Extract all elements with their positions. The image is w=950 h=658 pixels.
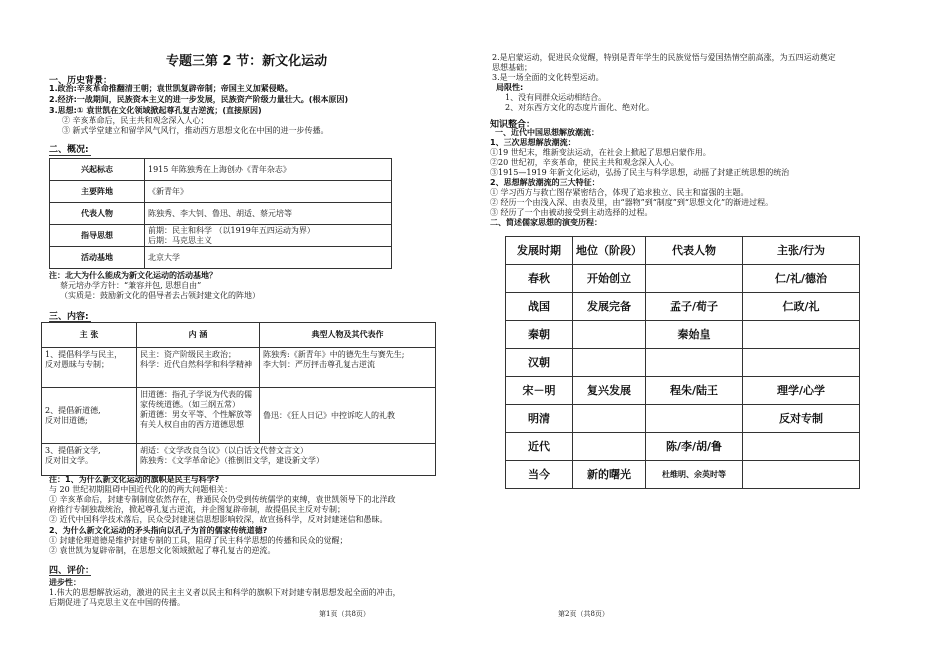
evolution-header: 主张/行为: [743, 237, 860, 265]
overview-value: [145, 225, 392, 247]
limit-line: 2、对东西方文化的态度片面化、绝对化。: [505, 103, 655, 112]
table-row: [506, 237, 860, 265]
evolution-cell: 战国: [506, 293, 573, 321]
knowledge-line: ③ 经历了一个由被动接受到主动选择的过程。: [490, 208, 653, 217]
note-line: （实质是：鼓励新文化的倡导者去占领封建文化的阵地）: [60, 291, 260, 300]
meaning-line: 科学：近代自然科学和科学精神: [140, 360, 252, 369]
evolution-cell: 孟子/荀子: [646, 293, 743, 321]
claim-line: 1、提倡科学与民主，: [45, 350, 123, 359]
bg-politics: 1.政治:辛亥革命推翻清王朝；袁世凯复辟帝制；帝国主义加紧侵略。: [49, 84, 293, 93]
claim-line: 反对愚昧与专制；: [45, 360, 109, 369]
table-row: [50, 225, 392, 247]
claim-cell: [42, 444, 137, 476]
page-footer: 第1页（共8页）: [319, 610, 370, 618]
bg-thought-3: ③ 新式学堂建立和留学风气风行，推动西方思想文化在中国的进一步传播。: [62, 126, 329, 135]
answer-line: ① 封建伦理道德是维护封建专制的工具，阻碍了民主科学思想的传播和民众的觉醒；: [49, 536, 348, 545]
overview-table: [49, 158, 392, 269]
note-question: 注：北大为什么能成为新文化运动的活动基地？: [49, 271, 217, 280]
page-title: 专题三第 2 节：新文化运动: [166, 54, 328, 69]
evolution-cell: 复兴发展: [573, 377, 646, 405]
knowledge-heading: 知识整合：: [490, 120, 536, 130]
question-2: 2、为什么新文化运动的矛头指向以孔子为首的儒家传统道德?: [49, 526, 268, 535]
table-row: [50, 159, 392, 181]
evolution-cell: 发展完备: [573, 293, 646, 321]
table-row: [42, 348, 436, 388]
evolution-cell: [646, 265, 743, 293]
overview-label: 代表人物: [50, 203, 145, 225]
claim-line: 反对旧文学。: [45, 456, 93, 465]
section-background-heading: 一、历史背景：: [49, 76, 113, 86]
content-table: [41, 322, 436, 476]
overview-label: 活动基地: [50, 247, 145, 269]
knowledge-sub-heading: 2、思想解放潮流的三大特征：: [490, 178, 600, 187]
evolution-cell: 秦始皇: [646, 321, 743, 349]
section-evaluation-heading: 四、评价：: [49, 566, 95, 576]
overview-value: 北京大学: [145, 247, 392, 269]
knowledge-sub-heading: 1、三次思想解放潮流：: [490, 138, 576, 147]
evolution-cell: 程朱/陆王: [646, 377, 743, 405]
evolution-cell: 反对专制: [743, 405, 860, 433]
table-row: [506, 349, 860, 377]
answer-line: ② 近代中国科学技术落后，民众受封建迷信思想影响较深，故宣扬科学，反对封建迷信和愚昧。: [49, 515, 388, 524]
evolution-cell: [573, 349, 646, 377]
table-row: [50, 247, 392, 269]
bg-economy: 2.经济:一战期间，民族资本主义的进一步发展，民族资产阶级力量壮大。(根本原因): [49, 95, 349, 104]
meaning-line: 陈独秀：《文学革命论》（推倒旧文学，建设新文学）: [140, 456, 324, 465]
content-header: 主 张: [42, 323, 137, 348]
table-row: [506, 293, 860, 321]
claim-cell: [42, 388, 137, 444]
evolution-header: 代表人物: [646, 237, 743, 265]
content-header: 内 涵: [137, 323, 260, 348]
table-row: [50, 181, 392, 203]
table-row: [506, 433, 860, 461]
meaning-line: 民主：资产阶级民主政治；: [140, 350, 236, 359]
section-overview-heading: 二、概况:: [49, 145, 89, 155]
claim-line: 2、提倡新道德,: [45, 405, 101, 415]
meaning-cell: [137, 444, 436, 476]
meaning-line: 有关人权自由的西方道德思想: [140, 420, 244, 429]
knowledge-line: ② 经历一个由浅入深、由表及里，由“器物”到“制度”到“思想文化”的渐进过程。: [490, 198, 774, 207]
evolution-cell: 明清: [506, 405, 573, 433]
page-footer: 第2页（共8页）: [558, 610, 609, 618]
evolution-cell: 宋－明: [506, 377, 573, 405]
meaning-cell: [137, 388, 260, 444]
evolution-cell: 陈/李/胡/鲁: [646, 433, 743, 461]
table-row: [506, 321, 860, 349]
overview-label: 指导思想: [50, 225, 145, 247]
evolution-cell: 新的曙光: [573, 461, 646, 489]
people-cell: [260, 348, 436, 388]
evolution-heading: 二、简述儒家思想的演变历程：: [490, 218, 602, 227]
evolution-cell: [573, 433, 646, 461]
table-row: [50, 203, 392, 225]
evolution-cell: [646, 349, 743, 377]
evaluation-line: 2.是启蒙运动，促进民众觉醒，特别是青年学生的民族觉悟与爱国热情空前高涨，为五四运动奠定: [492, 53, 836, 62]
evolution-cell: 仁政/礼: [743, 293, 860, 321]
evolution-cell: 当今: [506, 461, 573, 489]
bg-thought-2: ② 辛亥革命后，民主共和观念深入人心；: [62, 116, 209, 125]
claim-line: 反对旧道德;: [45, 415, 88, 425]
evaluation-line: 思想基础；: [492, 63, 532, 72]
evolution-table: [505, 236, 860, 489]
answer-line: ① 辛亥革命后，封建专制制度依然存在，普通民众仍受到传统儒学的束缚，袁世凯领导下的北洋政: [49, 495, 396, 504]
evolution-cell: [646, 405, 743, 433]
table-row: [506, 377, 860, 405]
people-line: 鲁迅：《狂人日记》中控诉吃人的礼教: [263, 410, 395, 420]
right-page: [475, 0, 950, 658]
table-row: [42, 444, 436, 476]
claim-line: 3、提倡新文学,: [45, 446, 101, 455]
progress-label: 进步性：: [49, 578, 81, 587]
meaning-line: 胡适：《文学改良刍议》（以白话文代替文言文）: [140, 446, 308, 455]
evolution-cell: [743, 461, 860, 489]
meaning-cell: [137, 348, 260, 388]
evolution-cell: [743, 349, 860, 377]
evolution-cell: [573, 405, 646, 433]
knowledge-line: ①19 世纪末，维新变法运动，在社会上掀起了思想启蒙作用。: [490, 148, 711, 157]
evaluation-line: 1.伟大的思想解放运动，激进的民主主义者以民主和科学的旗帜下对封建专制思想发起全面的冲击，: [49, 588, 401, 597]
evolution-cell: [743, 321, 860, 349]
question-1: 注：1、为什么新文化运动的旗帜是民主与科学?: [49, 475, 220, 484]
table-row: [506, 405, 860, 433]
guiding-early: 前期：民主和科学 （以1919年五四运动为界）: [148, 225, 315, 235]
table-row: [506, 265, 860, 293]
table-row: [506, 461, 860, 489]
overview-value: 1915 年陈独秀在上海创办《青年杂志》: [145, 159, 392, 181]
overview-label: 主要阵地: [50, 181, 145, 203]
note-line: 蔡元培办学方针：“兼容并包, 思想自由”: [60, 281, 202, 290]
guiding-late: 后期：马克思主义: [148, 235, 212, 245]
evolution-cell: 秦朝: [506, 321, 573, 349]
answer-line: ② 袁世凯为复辟帝制，在思想文化领域掀起了尊孔复古的逆流。: [49, 546, 276, 555]
people-line: 李大钊：严厉抨击尊孔复古逆流: [263, 360, 375, 369]
content-header: 典型人物及其代表作: [260, 323, 436, 348]
overview-label: 兴起标志: [50, 159, 145, 181]
knowledge-line: ③1915—1919 年新文化运动，弘扬了民主与科学思想，动摇了封建正统思想的统治: [490, 168, 790, 177]
evolution-header: 地位（阶段）: [573, 237, 646, 265]
limit-label: 局限性:: [496, 83, 524, 92]
overview-value: 陈独秀、李大钊、鲁迅、胡适、蔡元培等: [145, 203, 392, 225]
answer-line: 府推行专制独裁统治，掀起尊孔复古逆流，并企图复辟帝制，故提倡民主反对专制；: [49, 505, 345, 514]
section-content-heading: 三、内容:: [49, 312, 89, 322]
meaning-line: 新道德：男女平等、个性解放等: [140, 410, 252, 419]
table-row: [42, 323, 436, 348]
evolution-cell: 开始创立: [573, 265, 646, 293]
evaluation-line: 3.是一场全面的文化转型运动。: [492, 73, 604, 82]
knowledge-sub-heading: 一、近代中国思想解放潮流：: [495, 128, 599, 137]
table-row: [42, 388, 436, 444]
evolution-cell: 杜维明、余英时等: [646, 461, 743, 489]
knowledge-line: ②20 世纪初，辛亥革命，使民主共和观念深入人心。: [490, 158, 679, 167]
answer-line: 与 20 世纪初期阻碍中国近代化的的两大问题相关：: [49, 485, 233, 494]
people-line: 陈独秀:《新青年》中的德先生与赛先生;: [263, 350, 405, 359]
evolution-cell: 汉朝: [506, 349, 573, 377]
evolution-cell: 理学/心学: [743, 377, 860, 405]
evolution-cell: 近代: [506, 433, 573, 461]
evolution-cell: 春秋: [506, 265, 573, 293]
meaning-line: 旧道德：指孔子学说为代表的儒: [140, 390, 252, 399]
evaluation-line: 后期促进了马克思主义在中国的传播。: [49, 598, 185, 607]
overview-value: 《新青年》: [145, 181, 392, 203]
people-cell: [260, 388, 436, 444]
meaning-line: 家传统道德。（如三纲五常）: [140, 400, 240, 409]
evolution-cell: [743, 433, 860, 461]
evolution-cell: [573, 321, 646, 349]
limit-line: 1、没有同群众运动相结合。: [505, 93, 607, 102]
evolution-header: 发展时期: [506, 237, 573, 265]
knowledge-line: ① 学习西方与救亡图存紧密结合，体现了追求独立、民主和富强的主题。: [490, 188, 749, 197]
bg-thought: 3.思想:① 袁世凯在文化领域掀起尊孔复古逆流；(直接原因): [49, 106, 262, 115]
claim-cell: [42, 348, 137, 388]
evolution-cell: 仁/礼/德治: [743, 265, 860, 293]
